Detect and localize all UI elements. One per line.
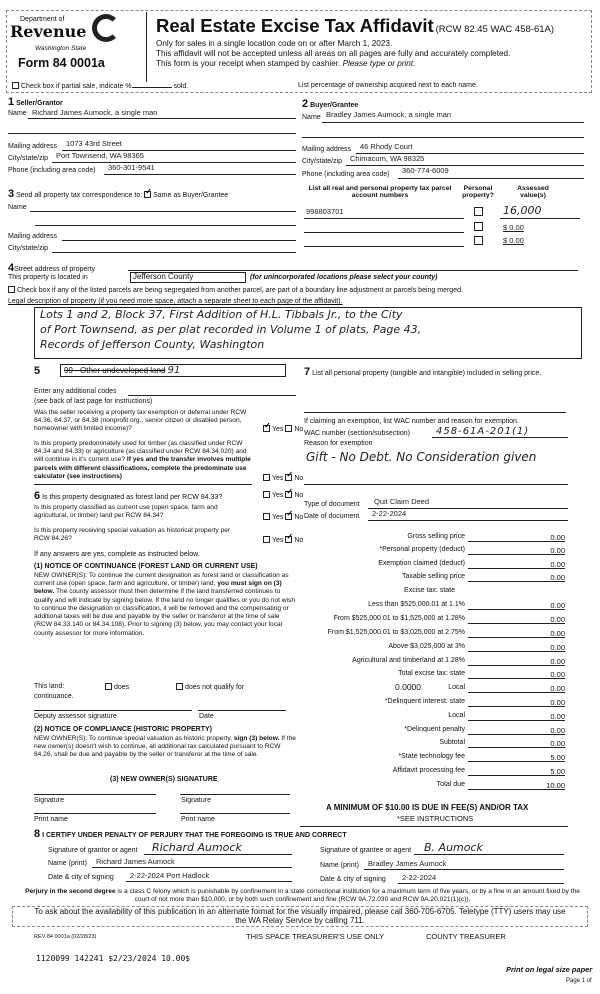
- this-land: This land:: [34, 683, 65, 690]
- tax-row-label: Taxable selling price: [401, 573, 465, 580]
- q-current-use-answer: Yes ✓ No: [263, 513, 303, 522]
- perjury-notice: Perjury in the second degree is a class C felony which is punishable by confinement in a state correctional institution for a maximum term of five years, or by a fine in an amount fixed by the court of not more than $10,000, or by both such confinement and fine (RCW 9A.72.030 and RCW 9A.20.021(1)(c)).: [25, 888, 580, 904]
- tax-row: [300, 601, 570, 613]
- q-exemption: Was the seller receiving a property tax exemption or deferral under RCW 84.36, 84.37, or 84.38 (nonprofit org., senior citizen or disabled person, homeowner with limited income)?: [34, 409, 247, 433]
- tax-row: [300, 587, 570, 599]
- parcel-number[interactable]: 998803701: [306, 207, 344, 216]
- seller-city-label: City/state/zip: [8, 155, 49, 162]
- sec3-name-field2[interactable]: [35, 225, 296, 226]
- street-address-field[interactable]: [128, 270, 578, 271]
- tax-row-label: Gross selling price: [407, 533, 465, 540]
- tax-row: [300, 684, 570, 696]
- tax-row: [300, 573, 570, 585]
- buyer-city[interactable]: Chimacum, WA 98325: [350, 154, 425, 163]
- tax-row: [300, 560, 570, 572]
- tax-row-value[interactable]: 0.00: [550, 629, 565, 638]
- continuance: continuance.: [34, 693, 74, 700]
- timber-underline: [34, 484, 252, 485]
- tax-row-label: Agricultural and timberland at 1.28%: [352, 657, 465, 664]
- buyer-city-line: [346, 165, 584, 166]
- located-label: This property is located in: [8, 274, 88, 281]
- tax-row: [300, 781, 570, 793]
- partial-sale: Check box if partial sale, indicate % sold.: [12, 82, 188, 91]
- tax-row-label: From $525,000.01 to $1,525,000 at 1.28%: [333, 615, 465, 622]
- segregated-checkbox[interactable]: [8, 286, 15, 293]
- treasurer-stamp: 1120099 142241 $2/23/2024 10.00$: [36, 954, 191, 963]
- parcel-line: [304, 232, 464, 233]
- seller-mail-label: Mailing address: [8, 143, 58, 150]
- tax-row-value[interactable]: 0.00: [550, 657, 565, 666]
- q-exemption-answer: ✓ Yes No: [263, 425, 303, 434]
- seller-name-line2: [8, 133, 296, 134]
- buyer-mail[interactable]: 46 Rhody Court: [360, 142, 413, 151]
- exemption-yes-checkbox[interactable]: [263, 425, 270, 432]
- grantee-sig-label: Signature of grantee or agent: [320, 847, 412, 854]
- print-name-label: Print name: [34, 816, 68, 823]
- sec3-mail-label: Mailing address: [8, 233, 58, 240]
- if-yes: If any answers are yes, complete as instructed below.: [34, 551, 200, 558]
- owner-print-1[interactable]: [34, 813, 156, 814]
- historic-no-checkbox[interactable]: [285, 536, 292, 543]
- tax-row-value[interactable]: 0.00: [550, 684, 565, 693]
- page-title: Real Estate Excise Tax Affidavit (RCW 82.45 WAC 458-61A): [156, 15, 555, 36]
- doc-type[interactable]: Quit Claim Deed: [374, 497, 430, 506]
- header-line1: Only for sales in a single location code on or after March 1, 2023.: [156, 39, 393, 48]
- legal-line-3: Records of Jefferson County, Washington: [40, 338, 265, 351]
- same-as-buyer-checkbox[interactable]: [144, 191, 151, 198]
- tax-row-value[interactable]: 0.00: [550, 546, 565, 555]
- sec3-name-field[interactable]: [30, 211, 296, 212]
- tax-row-value[interactable]: 0.00: [550, 698, 565, 707]
- forest-no-checkbox[interactable]: [285, 491, 292, 498]
- sec3-heading: 3 Send all property tax correspondence to: ✓ Same as Buyer/Grantee: [8, 188, 228, 200]
- q-current-use: Is this property classified as current use (open space, farm and agricultural, or timber) land per RCW 84.34?: [34, 504, 218, 520]
- header-divider: [146, 12, 147, 82]
- tax-row-label: Total due: [436, 781, 465, 788]
- notice-compliance-title: (2) NOTICE OF COMPLIANCE (HISTORIC PROPERTY): [34, 726, 212, 733]
- print-name-label: Print name: [181, 816, 215, 823]
- tax-row-label: *Personal property (deduct): [379, 546, 465, 553]
- header-line2: This affidavit will not be accepted unless all areas on all pages are fully and accurately completed.: [156, 49, 511, 58]
- sec3-city-label: City/state/zip: [8, 245, 49, 252]
- grantee-signature-image: B. Aumock: [424, 841, 483, 854]
- tax-row-value[interactable]: 0.00: [550, 560, 565, 569]
- sec3-name-label: Name: [8, 204, 27, 211]
- personal-property-field[interactable]: [304, 412, 566, 413]
- grantor-name[interactable]: Richard James Aumock: [96, 857, 175, 866]
- exempt-note: If claiming an exemption, list WAC number and reason for exemption.: [304, 418, 519, 425]
- value-line: [500, 218, 580, 219]
- dor-logo-icon: [92, 14, 120, 42]
- tax-row: [300, 753, 570, 765]
- assessed-value-header: Assessed value(s): [517, 185, 549, 200]
- buyer-name-label: Name: [302, 114, 321, 121]
- grantee-name-label: Name (print): [320, 862, 359, 869]
- q-timber: Is this property predominately used for timber (as classified under RCW 84.34 and 84.33) or agriculture (as classified under RCW 84.34.020) and will continue in it's current use? If yes and the transfer involves multiple parcels with different classifications, complete the predominate use calculator (see instructions): [34, 440, 251, 480]
- buyer-city-label: City/state/zip: [302, 158, 343, 165]
- grantee-date[interactable]: 2-22-2024: [402, 873, 437, 882]
- county-treasurer: COUNTY TREASURER: [426, 932, 506, 941]
- does-not-option: does not qualify for: [176, 683, 244, 692]
- tax-row-value[interactable]: 0.00: [550, 601, 565, 610]
- tax-row-value[interactable]: 10.00: [546, 781, 565, 790]
- wac-number[interactable]: 458-61A-201(1): [436, 426, 530, 437]
- does-option: does: [105, 683, 129, 692]
- tax-row: [300, 767, 570, 779]
- legal-label: Legal description of property (if you need more space, attach a separate sheet to each page of the affidavit).: [8, 298, 343, 305]
- deputy-date-field[interactable]: [198, 710, 286, 711]
- grantee-date-line: [398, 883, 564, 884]
- timber-yes-checkbox[interactable]: [263, 474, 270, 481]
- parcel-line: [304, 218, 464, 219]
- grantor-name-line: [92, 867, 292, 868]
- signature-label: Signature: [34, 797, 64, 804]
- personal-property-checkbox[interactable]: [474, 207, 483, 216]
- exemption-no-checkbox[interactable]: [285, 425, 292, 432]
- sec8-top-line: [300, 826, 568, 827]
- tax-row-value[interactable]: 5.00: [550, 767, 565, 776]
- q-historic: Is this property receiving special valuation as historical property per RCW 84.26?: [34, 527, 231, 543]
- legal-line-2: of Port Townsend, as per plat recorded in Volume 1 of plats, Page 43,: [40, 323, 422, 336]
- certify-heading: 8 I CERTIFY UNDER PENALTY OF PERJURY THAT THE FOREGOING IS TRUE AND CORRECT: [34, 828, 347, 840]
- grantor-name-label: Name (print): [48, 860, 87, 867]
- doc-type-label: Type of document: [304, 501, 360, 508]
- tax-row-label: *State technology fee: [398, 753, 465, 760]
- form-number: Form 84 0001a: [18, 56, 105, 70]
- buyer-name-line: [322, 122, 584, 123]
- grantee-signature[interactable]: [414, 854, 564, 855]
- assessed-value[interactable]: 16,000: [503, 204, 542, 217]
- seller-city[interactable]: Port Townsend, WA 98365: [56, 151, 144, 160]
- tax-row-label: *Delinquent penalty: [404, 726, 465, 733]
- sec3-mail-field[interactable]: [62, 240, 296, 241]
- alternate-format-notice: To ask about the availability of this publication in an alternate format for the visually impaired, please call 360-705-6705. Teletype (TTY) users may use the WA Relay Service by calling 711.: [34, 907, 566, 925]
- county-note: (for unincorporated locations please select your county): [250, 274, 438, 281]
- seller-heading: 1 Seller/Grantor: [8, 96, 63, 108]
- buyer-name[interactable]: Bradley James Aumock, a single man: [326, 110, 452, 119]
- q-forest-answer: Yes ✓ No: [263, 491, 303, 500]
- grantor-date-line: [126, 881, 292, 882]
- personal-property-checkbox[interactable]: [474, 236, 483, 245]
- tax-row: [300, 546, 570, 558]
- tax-row: [300, 643, 570, 655]
- see-instructions: *SEE INSTRUCTIONS: [397, 814, 474, 823]
- grantor-date-label: Date & city of signing: [48, 874, 114, 881]
- header-line3: This form is your receipt when stamped by cashier. Please type or print.: [156, 59, 416, 68]
- additional-codes-field[interactable]: [128, 395, 296, 396]
- q-timber-answer: Yes ✓ No: [263, 474, 303, 483]
- tax-row: [300, 629, 570, 641]
- deputy-signature-field[interactable]: [34, 710, 192, 711]
- tax-row: [300, 739, 570, 751]
- seller-phone-label: Phone (including area code): [8, 167, 96, 174]
- buyer-phone-line: [398, 178, 584, 179]
- tax-row: [300, 698, 570, 710]
- doc-date-line: [368, 520, 568, 521]
- doc-date-label: Date of document: [304, 513, 360, 520]
- buyer-heading: 2 Buyer/Grantee: [302, 98, 359, 110]
- grantee-name[interactable]: Bradley James Aumock: [368, 859, 447, 868]
- washington-state: Washington State: [35, 45, 87, 52]
- assessed-value[interactable]: $ 0.00: [503, 236, 524, 245]
- timber-no-checkbox[interactable]: [285, 474, 292, 481]
- owner-signature-1[interactable]: [34, 794, 156, 795]
- tax-row: [300, 726, 570, 738]
- tax-row-label: Total excise tax: state: [398, 670, 465, 677]
- tax-row: [300, 615, 570, 627]
- owner-signature-2[interactable]: [180, 794, 290, 795]
- personal-property-header: Personal property?: [462, 185, 494, 200]
- parcel-line: [304, 246, 464, 247]
- additional-codes-label: Enter any additional codes: [34, 388, 117, 395]
- tax-row-value[interactable]: 0.00: [550, 739, 565, 748]
- revision: REV 84 0001a (02/28/23): [34, 934, 97, 940]
- q-historic-answer: Yes ✓ No: [263, 536, 303, 545]
- dept-of: Department of: [20, 16, 65, 23]
- county-select[interactable]: Jefferson County: [130, 272, 246, 283]
- tax-row: [300, 712, 570, 724]
- treasurer-only: THIS SPACE TREASURER'S USE ONLY: [246, 932, 385, 941]
- buyer-phone[interactable]: 360-774-6009: [402, 166, 449, 175]
- does-not-checkbox[interactable]: [176, 683, 183, 690]
- seller-city-line: [52, 162, 296, 163]
- current-use-yes-checkbox[interactable]: [263, 513, 270, 520]
- seller-name-label: Name: [8, 110, 27, 117]
- notice-continuance-title: (1) NOTICE OF CONTINUANCE (FOREST LAND OR CURRENT USE): [34, 563, 258, 570]
- revenue-logo-text: Revenue: [10, 22, 87, 41]
- does-checkbox[interactable]: [105, 683, 112, 690]
- tax-row-value[interactable]: 0.00: [550, 726, 565, 735]
- sec5-number: 5: [34, 365, 41, 377]
- signature-label: Signature: [181, 797, 211, 804]
- legal-paper-note: Print on legal size paper: [506, 965, 593, 974]
- exemption-reason[interactable]: Gift - No Debt. No Consideration given: [306, 450, 537, 464]
- parcels-header: List all real and personal property tax parcel account numbers: [308, 185, 452, 200]
- seller-name-line: [28, 118, 296, 119]
- partial-sale-checkbox[interactable]: [12, 82, 19, 89]
- local-rate: 0.0000: [395, 682, 421, 692]
- grantor-signature[interactable]: [144, 854, 292, 855]
- tax-row-label: Above $3,025,000 at 3%: [388, 643, 465, 650]
- forest-yes-checkbox[interactable]: [263, 491, 270, 498]
- tax-row-value[interactable]: 5.00: [550, 753, 565, 762]
- see-back: (see back of last page for instructions): [34, 398, 153, 405]
- partial-pct-field[interactable]: [132, 87, 172, 88]
- tax-row-label: Exemption claimed (deduct): [378, 560, 465, 567]
- tax-row-label: Local: [448, 684, 465, 691]
- seller-name[interactable]: Richard James Aumock, a single man: [32, 108, 158, 117]
- buyer-mail-label: Mailing address: [302, 146, 352, 153]
- grantee-date-label: Date & city of signing: [320, 876, 386, 883]
- tax-row-value[interactable]: 0.00: [550, 573, 565, 582]
- sec7-text: 7 List all personal property (tangible and intangible) included in selling price.: [304, 366, 542, 378]
- tax-row-label: From $1,525,000.01 to $3,025,000 at 2.75%: [327, 629, 465, 636]
- seller-mail[interactable]: 1073 43rd Street: [66, 139, 122, 148]
- deputy-label: Deputy assessor signature: [34, 713, 117, 720]
- tax-row-value[interactable]: 0.00: [550, 533, 565, 542]
- new-owner-signature-title: (3) NEW OWNER(S) SIGNATURE: [110, 776, 218, 783]
- buyer-phone-label: Phone (including area code): [302, 171, 390, 178]
- grantor-signature-image: Richard Aumock: [152, 841, 242, 854]
- tax-row-label: Local: [448, 712, 465, 719]
- seller-phone-line: [104, 174, 296, 175]
- seller-phone[interactable]: 360-301-9541: [108, 163, 155, 172]
- historic-yes-checkbox[interactable]: [263, 536, 270, 543]
- tax-row-value[interactable]: 0.00: [550, 643, 565, 652]
- pct-note: List percentage of ownership acquired next to each name.: [298, 82, 478, 89]
- doc-date[interactable]: 2-22-2024: [372, 509, 407, 518]
- deputy-date-label: Date: [199, 713, 214, 720]
- street-address-label: 4Street address of property: [8, 262, 96, 274]
- notice-compliance-text: NEW OWNER(S): To continue special valuation as historic property, sign (3) below. If the new owner(s) doesn't wish to continue, all additional tax calculated pursuant to RCW 84.26, shall be due and payable by the seller or transferor at the time of sale.: [34, 735, 296, 759]
- reason-label: Reason for exemption: [304, 440, 373, 447]
- notice-continuance-text: NEW OWNER(S): To continue the current designation as forest land or classification as current use (open space, farm and agriculture, or timber) land, you must sign on (3) below. The county assessor must then determine if the land transferred continues to qualify and will indicate by signing below. If the land no longer qualifies or you do not wish to continue the designation or classification, it will be removed and the compensating or additional taxes will be due and payable by the seller or transferor at the time of sale (RCW 84.33.140 or 84.34.108). Prior to signing (3) below, you may contact your local county assessor for more information.: [34, 572, 295, 637]
- grantor-sig-label: Signature of grantor or agent: [48, 847, 138, 854]
- tax-row: [300, 533, 570, 545]
- wac-label: WAC number (section/subsection): [304, 430, 410, 437]
- tax-row-label: Less than $525,000.01 at 1.1%: [368, 601, 465, 608]
- sec3-city-field[interactable]: [52, 252, 296, 253]
- tax-row-label: *Delinquent interest: state: [384, 698, 465, 705]
- minimum-notice: A MINIMUM OF $10.00 IS DUE IN FEE(S) AND/OR TAX: [326, 803, 529, 812]
- buyer-name-line2: [302, 137, 584, 138]
- grantor-date[interactable]: 2-22-2024 Port Hadlock: [130, 871, 210, 880]
- tax-row-label: Subtotal: [439, 739, 465, 746]
- tax-row-label: Affidavit processing fee: [392, 767, 465, 774]
- reason-line: [304, 484, 568, 485]
- tax-row-label: Excise tax: state: [404, 587, 455, 594]
- current-use-no-checkbox[interactable]: [285, 513, 292, 520]
- land-use-code-select[interactable]: 99 - Other undeveloped land 91: [60, 364, 286, 377]
- tax-row: [300, 657, 570, 669]
- grantee-name-line: [364, 869, 564, 870]
- tax-row-value[interactable]: 0.00: [550, 615, 565, 624]
- tax-row-value[interactable]: 0.00: [550, 712, 565, 721]
- segregated: Check box if any of the listed parcels are being segregated from another parcel, are part of a boundary line adjustment or parcels being merged.: [8, 286, 463, 295]
- q-forest: 6 Is this property designated as forest land per RCW 84.33?: [34, 490, 223, 502]
- tax-row: [300, 670, 570, 682]
- assessed-value[interactable]: $ 0.00: [503, 223, 524, 232]
- page-number: Page 1 of: [566, 978, 592, 984]
- tax-row-value[interactable]: 0.00: [550, 670, 565, 679]
- owner-print-2[interactable]: [180, 813, 290, 814]
- wac-line: [432, 437, 568, 438]
- legal-line-1: Lots 1 and 2, Block 37, First Addition of H.L. Tibbals Jr., to the City: [40, 308, 403, 321]
- personal-property-checkbox[interactable]: [474, 222, 483, 231]
